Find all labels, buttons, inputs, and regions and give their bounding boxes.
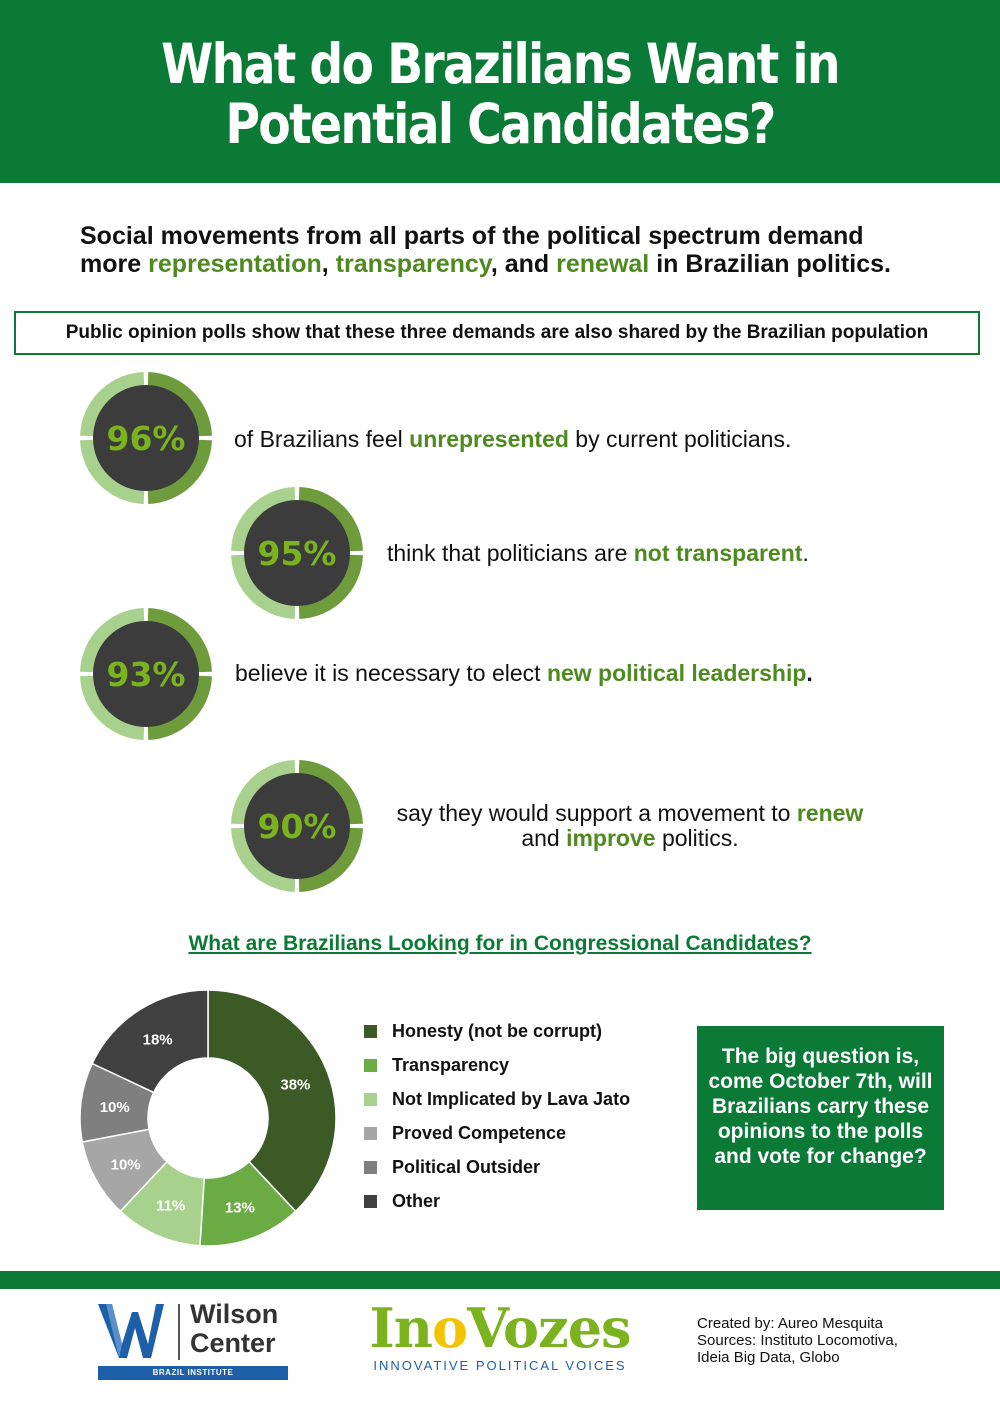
donut-slice-label: 10%	[110, 1156, 141, 1174]
stat-text-90	[380, 801, 880, 851]
legend-item	[362, 1086, 630, 1120]
wilson-name-line-1: Wilson	[190, 1299, 279, 1329]
title-line-1: What do Brazilians Want in	[161, 32, 839, 96]
intro-line-1: Social movements from all parts of the political spectrum demand	[80, 222, 864, 250]
wilson-center-logo	[98, 1299, 290, 1380]
legend-swatch	[364, 1127, 377, 1140]
legend-label: Political Outsider	[392, 1157, 541, 1177]
intro-post: in Brazilian politics.	[649, 250, 891, 278]
legend-item	[362, 1120, 630, 1154]
inovozes-tagline: INNOVATIVE POLITICAL VOICES	[373, 1358, 627, 1373]
intro-sep-1: ,	[321, 250, 336, 278]
legend-label: Honesty (not be corrupt)	[392, 1021, 602, 1041]
legend-swatch	[364, 1161, 377, 1174]
credits	[697, 1315, 898, 1366]
intro-line-2	[80, 250, 950, 278]
wilson-name	[190, 1300, 278, 1358]
intro-keyword-representation: representation	[148, 250, 322, 278]
stat-text-96	[234, 427, 791, 452]
ino-part-o: o	[432, 1296, 468, 1360]
intro-text	[80, 222, 950, 278]
legend-label: Other	[392, 1191, 441, 1211]
legend-swatch	[364, 1195, 377, 1208]
stat-90-line-2	[380, 826, 880, 851]
legend-label: Not Implicated by Lava Jato	[392, 1089, 631, 1109]
wilson-divider	[178, 1304, 180, 1360]
stat-text-93	[235, 661, 813, 686]
stat-90-emphasis: renew	[796, 800, 864, 826]
header-banner	[0, 0, 1000, 183]
legend-label: Transparency	[392, 1055, 510, 1075]
chart-legend	[362, 1018, 630, 1222]
stat-ring-95	[231, 487, 363, 619]
intro-pre: more	[80, 250, 149, 278]
footer-bar	[0, 1271, 1000, 1289]
stat-value: 95%	[257, 534, 337, 573]
wilson-w-icon	[98, 1302, 168, 1360]
legend-item	[362, 1018, 630, 1052]
donut-slice-label: 11%	[156, 1197, 186, 1215]
intro-sep-2: , and	[490, 250, 557, 278]
ino-part-a: In	[369, 1296, 433, 1360]
ino-part-b: Vozes	[467, 1296, 631, 1360]
legend-swatch	[364, 1093, 377, 1106]
stat-96-emphasis: unrepresented	[409, 426, 569, 452]
legend-item	[362, 1052, 630, 1086]
inovozes-logo	[355, 1296, 645, 1382]
stat-text-95	[387, 541, 809, 566]
inovozes-name	[355, 1296, 645, 1360]
credit-line-3: Ideia Big Data, Globo	[697, 1349, 840, 1366]
polls-banner: Public opinion polls show that these three demands are also shared by the Brazilian population	[14, 311, 980, 355]
stat-ring-93	[80, 608, 212, 740]
legend-label: Proved Competence	[392, 1123, 567, 1143]
credit-line-1: Created by: Aureo Mesquita	[697, 1315, 883, 1332]
stat-93-emphasis: new political leadership	[546, 660, 807, 686]
legend-swatch	[364, 1025, 377, 1038]
chart-heading: What are Brazilians Looking for in Congressional Candidates?	[188, 932, 812, 955]
stat-96-post: by current politicians.	[568, 426, 792, 452]
stat-96-pre: of Brazilians feel	[234, 426, 410, 452]
stat-90-emphasis-2: improve	[566, 825, 656, 851]
stat-90-pre: say they would support a movement to	[396, 800, 797, 826]
credit-line-2: Sources: Instituto Locomotiva,	[697, 1332, 898, 1349]
page-title	[70, 34, 930, 154]
stat-90-line2-post: politics.	[655, 825, 739, 851]
donut-chart	[78, 988, 338, 1248]
legend-item	[362, 1188, 630, 1222]
intro-keyword-transparency: transparency	[335, 250, 491, 278]
stat-95-emphasis: not transparent	[633, 540, 803, 566]
donut-slice-label: 13%	[224, 1199, 255, 1217]
legend-item	[362, 1154, 630, 1188]
legend-swatch	[364, 1059, 377, 1072]
intro-keyword-renewal: renewal	[556, 250, 650, 278]
stat-93-post: .	[806, 660, 813, 686]
donut-slice-label: 38%	[280, 1076, 311, 1094]
stat-90-line-1	[380, 801, 880, 826]
wilson-subtitle: BRAZIL INSTITUTE	[98, 1366, 288, 1380]
title-line-2: Potential Candidates?	[225, 92, 775, 156]
stat-ring-96	[80, 372, 212, 504]
donut-slice-label: 10%	[99, 1099, 130, 1117]
stat-ring-90	[231, 760, 363, 892]
question-box: The big question is, come October 7th, will Brazilians carry these opinions to the polls and vote for change?	[697, 1026, 944, 1210]
stat-95-pre: think that politicians are	[387, 540, 634, 566]
stat-95-post: .	[802, 540, 809, 566]
stat-value: 93%	[106, 655, 186, 694]
stat-value: 90%	[257, 807, 337, 846]
stat-90-line2-pre: and	[521, 825, 567, 851]
donut-slice-label: 18%	[142, 1031, 173, 1049]
wilson-name-line-2: Center	[190, 1328, 276, 1358]
stat-value: 96%	[106, 419, 186, 458]
stat-93-pre: believe it is necessary to elect	[235, 660, 547, 686]
